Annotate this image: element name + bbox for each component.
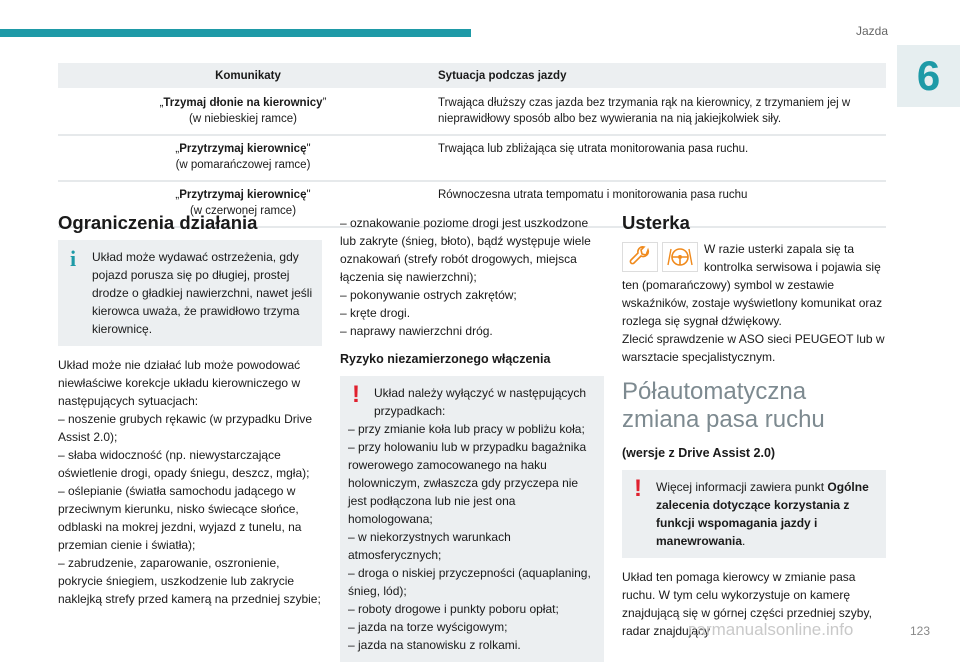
watermark: carmanualsonline.info <box>688 620 854 639</box>
message-cell: „Przytrzymaj kierownicę" (w pomarańczowej ramce) <box>58 135 428 181</box>
situation-cell: Trwająca dłuższy czas jazda bez trzymania rąk na kierownicy, z trzymaniem jej w nieprawidłowy sposób albo bez wywierania na nią jakiejkolwiek siły. <box>428 89 886 135</box>
situation-cell: Równoczesna utrata tempomatu i monitorowania pasa ruchu <box>428 181 886 227</box>
messages-table <box>58 63 886 228</box>
column-middle <box>340 214 604 672</box>
table-row <box>58 89 886 135</box>
warning-icon: ! <box>352 381 360 408</box>
fault-text: W razie usterki zapala się ta kontrolka serwisowa i pojawia się ten (pomarańczowy) symbol w zestawie wskaźników, zostaje wyświetlony komunikat oraz rozlega się sygnał dźwiękowy. Zlecić sprawdzenie w ASO sieci PEUGEOT lub w warsztacie specjalistycznym. <box>622 242 885 364</box>
section-title: Usterka <box>622 212 690 233</box>
info-box <box>58 240 322 346</box>
message-cell: „Przytrzymaj kierownicę" (w czerwonej ramce) <box>58 181 428 227</box>
fault-icons <box>622 242 698 272</box>
warning-box <box>340 376 604 662</box>
body-text: – oznakowanie poziome drogi jest uszkodzone lub zakryte (śnieg, błoto), bądź występuje wiele oznakowań (strefy robót drogowych, miejsca łączenia się nawierzchni); – pokonywanie ostrych zakrętów; – kręte drogi. – naprawy nawierzchni dróg. <box>340 216 591 338</box>
warning-list: – przy zmianie koła lub pracy w pobliżu koła; – przy holowaniu lub w przypadku bagażnika rowerowego zamocowanego na haku holowniczym, zwłaszcza gdy przyczepa nie jest podłączona lub nie jest ona homologowana; – w niekorzystnych warunkach atmosferycznych; – droga o niskiej przyczepności (aquaplaning, śnieg, lód); – roboty drogowe i punkty poboru opłat; – jazda na torze wyścigowym; – jazda na stanowisku z rolkami. <box>348 422 591 652</box>
running-head: Jazda <box>855 24 888 38</box>
steering-assist-icon <box>662 242 698 272</box>
top-accent-bar <box>0 29 471 37</box>
page-number: 123 <box>909 624 930 638</box>
column-right <box>622 214 886 640</box>
warning-intro: Układ należy wyłączyć w następujących przypadkach: <box>374 386 587 418</box>
table-header: Komunikaty <box>58 63 428 89</box>
table-header: Sytuacja podczas jazdy <box>428 63 886 89</box>
version-note: (wersje z Drive Assist 2.0) <box>622 446 776 460</box>
wrench-icon <box>622 242 658 272</box>
warning-box <box>622 470 886 558</box>
table-row <box>58 135 886 181</box>
warning-text: Więcej informacji zawiera punkt Ogólne zalecenia dotyczące korzystania z funkcji wspomagania jazdy i manewrowania. <box>656 480 869 548</box>
body-text: Układ może nie działać lub może powodować niewłaściwe korekcje układu kierowniczego w następujących sytuacjach: – noszenie grubych rękawic (w przypadku Drive Assist 2.0); – słaba widoczność (np. niewystarczające oświetlenie drogi, opady śniegu, deszcz, mgła); – oślepianie (światła samochodu jadącego w przeciwnym kierunku, nisko świecące słońce, odblaski na mokrej jezdni, wyjazd z tunelu, na przemian cienie i światła); – zabrudzenie, zaparowanie, oszronienie, pokrycie śniegiem, uszkodzenie lub zakrycie naklejką strefy przed kamerą na przedniej szybie; <box>58 358 321 606</box>
subsection-title: Ryzyko niezamierzonego włączenia <box>340 352 551 366</box>
info-icon: i <box>70 246 77 271</box>
message-cell: „Trzymaj dłonie na kierownicy” (w niebieskiej ramce) <box>58 89 428 135</box>
section-title: Półautomatyczna zmiana pasa ruchu <box>622 378 825 433</box>
column-left <box>58 214 322 608</box>
warning-icon: ! <box>634 475 642 502</box>
table-header-row <box>58 63 886 89</box>
body-text: Układ ten pomaga kierowcy w zmianie pasa ruchu. W tym celu wykorzystuje on kamerę znajdującą się w górnej części przedniej szyby, radar znajdujący <box>622 570 872 638</box>
info-text: Układ może wydawać ostrzeżenia, gdy pojazd porusza się po długiej, prostej drodze o gładkiej nawierzchni, nawet jeśli kierowca uważa, że prawidłowo trzyma kierownicę. <box>92 250 313 336</box>
chapter-tab: 6 <box>897 45 960 107</box>
situation-cell: Trwająca lub zbliżająca się utrata monitorowania pasa ruchu. <box>428 135 886 181</box>
section-title: Ograniczenia działania <box>58 212 258 233</box>
